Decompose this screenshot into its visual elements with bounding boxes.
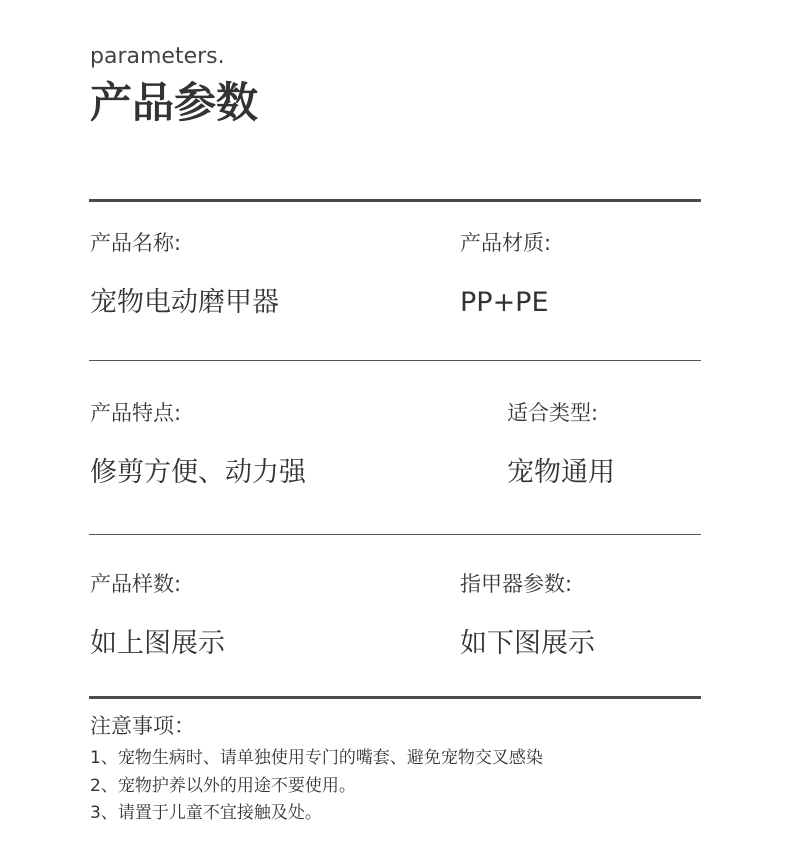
- page-title: 产品参数: [90, 78, 259, 127]
- divider: [89, 360, 701, 361]
- param-label: 产品特点:: [90, 401, 182, 425]
- param-label: 指甲器参数:: [460, 572, 573, 596]
- note-item: 3、请置于儿童不宜接触及处。: [90, 803, 322, 823]
- notes-title: 注意事项：: [90, 714, 195, 738]
- param-value: 修剪方便、动力强: [90, 457, 306, 488]
- param-label: 适合类型:: [507, 401, 599, 425]
- divider: [89, 534, 701, 535]
- param-label: 产品材质:: [460, 231, 552, 255]
- note-item: 1、宠物生病时、请单独使用专门的嘴套、避免宠物交叉感染: [90, 748, 543, 768]
- divider-bottom: [89, 696, 701, 699]
- param-value: PP+PE: [460, 287, 549, 318]
- param-value: 如上图展示: [90, 628, 225, 659]
- param-value: 宠物电动磨甲器: [90, 287, 279, 318]
- param-value: 宠物通用: [507, 457, 615, 488]
- section-subtitle: parameters.: [90, 44, 225, 69]
- param-label: 产品名称:: [90, 231, 182, 255]
- param-value: 如下图展示: [460, 628, 595, 659]
- divider-top: [89, 199, 701, 202]
- param-label: 产品样数:: [90, 572, 182, 596]
- note-item: 2、宠物护养以外的用途不要使用。: [90, 776, 356, 796]
